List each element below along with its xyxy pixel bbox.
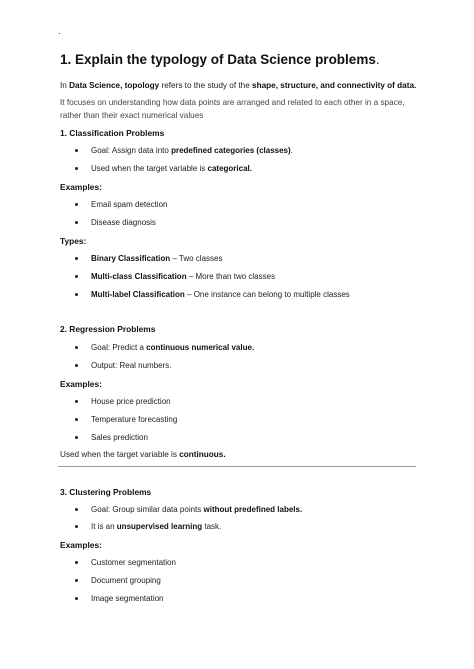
bullet-icon (75, 418, 78, 421)
list-item-text: Binary Classification – Two classes (91, 254, 223, 263)
intro-bold-2: shape, structure, and connectivity of data. (252, 81, 417, 90)
bullet-icon (75, 597, 78, 600)
list-item-text: House price prediction (91, 397, 171, 406)
stray-dot: . (58, 26, 61, 36)
list-item-text: Multi-class Classification – More than two classes (91, 272, 276, 281)
list-item-text: Goal: Assign data into predefined categories (classes). (91, 146, 293, 155)
examples-label: Examples: (60, 540, 102, 550)
list-item-text: Customer segmentation (91, 558, 176, 567)
examples-label: Examples: (60, 182, 102, 192)
types-label: Types: (60, 236, 87, 246)
page-title (60, 52, 380, 67)
bullet-icon (75, 275, 78, 278)
section-heading-clustering: 3. Clustering Problems (60, 487, 152, 497)
intro-text-2: refers to the study of the (159, 81, 253, 90)
bullet-icon (75, 508, 78, 511)
list-item-text: Document grouping (91, 576, 161, 585)
bullet-icon (75, 221, 78, 224)
bullet-icon (75, 364, 78, 367)
list-item-text: Email spam detection (91, 200, 168, 209)
bullet-icon (75, 257, 78, 260)
bullet-icon (75, 561, 78, 564)
intro-line-3: rather than their exact numerical values (60, 111, 204, 120)
bullet-icon (75, 149, 78, 152)
list-item-text: Image segmentation (91, 594, 164, 603)
intro-text-1: In (60, 81, 70, 90)
examples-label: Examples: (60, 379, 102, 389)
bullet-icon (75, 167, 78, 170)
bullet-icon (75, 346, 78, 349)
title-tail: . (375, 52, 380, 67)
list-item-text: Output: Real numbers. (91, 361, 172, 370)
intro-line-2: It focuses on understanding how data points are arranged and related to each other in a space, (60, 98, 405, 107)
list-item-text: Multi-label Classification – One instance can belong to multiple classes (91, 290, 350, 299)
list-item-text: It is an unsupervised learning task. (91, 522, 222, 531)
list-item-text: Goal: Group similar data points without predefined labels. (91, 505, 303, 514)
bullet-icon (75, 436, 78, 439)
bullet-icon (75, 400, 78, 403)
list-item-text: Used when the target variable is categorical. (91, 164, 252, 173)
title-text: 1. Explain the typology of Data Science problems (60, 52, 376, 67)
bullet-icon (75, 579, 78, 582)
list-item-text: Temperature forecasting (91, 415, 178, 424)
regression-note: Used when the target variable is continuous. (60, 450, 226, 459)
horizontal-divider (58, 466, 416, 467)
list-item-text: Disease diagnosis (91, 218, 156, 227)
list-item-text: Goal: Predict a continuous numerical value. (91, 343, 255, 352)
section-heading-regression: 2. Regression Problems (60, 324, 156, 334)
bullet-icon (75, 293, 78, 296)
bullet-icon (75, 525, 78, 528)
intro-line-1 (60, 81, 416, 90)
intro-bold-1: Data Science, topology (69, 81, 160, 90)
bullet-icon (75, 203, 78, 206)
section-heading-classification: 1. Classification Problems (60, 128, 165, 138)
list-item-text: Sales prediction (91, 433, 148, 442)
